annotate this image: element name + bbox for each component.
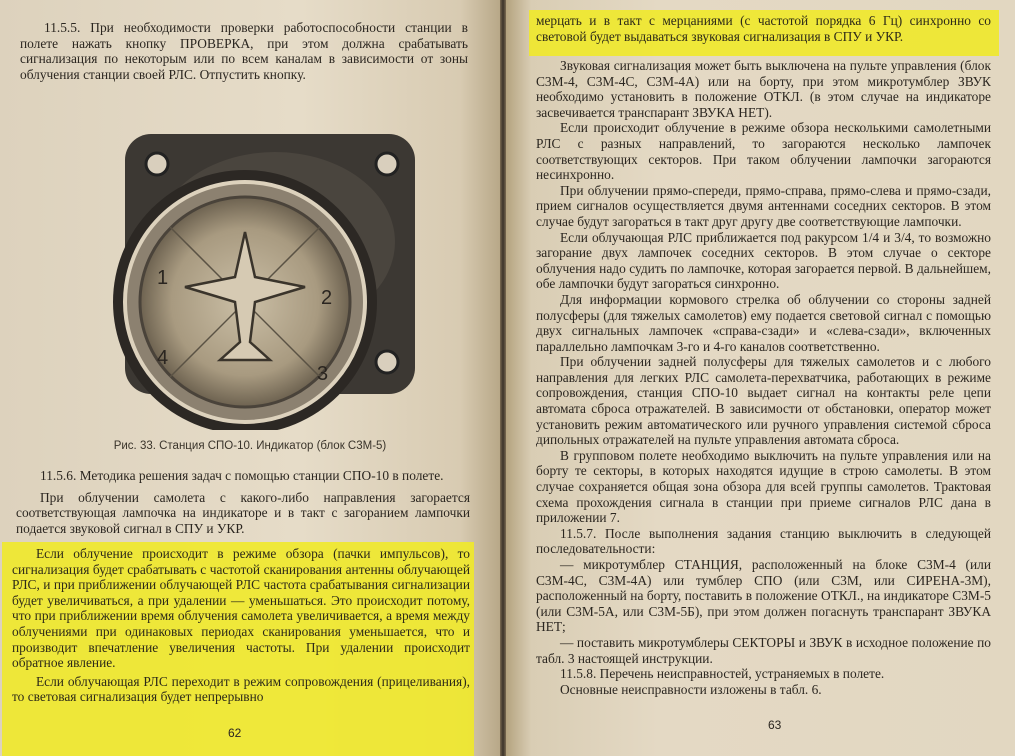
sector-label-2: 2 (321, 287, 333, 309)
paragraph-search-mode: Если облучение происходит в режиме обзора (пачки импульсов), то сигнализация будет срабатывать с частотой сканирования антенны облучающей РЛС, и при приближении облучающей РЛС частота срабатывания сигнализации будет увеличиваться, а при удалении — уменьшаться. Это происходит потому, что при приближении время облучения самолета увеличивается, а время между облучениями при одинаковых периодах сканирования уменьшается, что и производит впечатление увеличения частоты. При удалении происходит обратное явление. (12, 546, 470, 671)
left-top-paragraph (20, 20, 468, 82)
left-page (0, 0, 500, 756)
right-text-block (536, 58, 991, 697)
page-number-left: 62 (228, 726, 242, 740)
paragraph-tracking-mode: Если облучающая РЛС переходит в режим сопровождения (прицеливания), то световая сигнализация будет непрерывно (12, 673, 470, 705)
mounting-screw-br (376, 351, 398, 373)
paragraph-rear-hemisphere: При облучении задней полусферы для тяжелых самолетов и с любого направления для легких РЛС самолета-перехватчика, работающих в режиме сопровождения, станция СПО-10 выдает сигнал на контакты реле цепи автомата сброса отражателей. В зависимости от обстановки, оператор может установить режим автоматического или ручного управления системой сброса дипольных отражателей на пульте управления автомата сброса. (536, 354, 991, 448)
page-number-right: 63 (768, 718, 782, 732)
paragraph-several-radars: Если происходит облучение в режиме обзора несколькими самолетными РЛС с разных направлений, то загораются несколько лампочек соответствующих секторов. При таком облучении лампочки загораются несинхронно. (536, 120, 991, 183)
paragraph-11-5-5: 11.5.5. При необходимости проверки работоспособности станции в полете нажать кнопку ПРОВЕРКА, при этом должна срабатывать сигнализация по некоторым или по всем каналам в зависимости от зоны облучения станции своей РЛС. Отпустить кнопку. (20, 20, 468, 82)
left-highlight-text (12, 546, 470, 705)
paragraph-continued: мерцать и в такт с мерцаниями (с частотой порядка 6 Гц) синхронно со световой будет выдаваться звуковая сигнализация в СПУ и УКР. (536, 13, 991, 44)
figure-caption: Рис. 33. Станция СПО-10. Индикатор (блок С3М-5) (113, 440, 387, 452)
right-highlight-text (536, 13, 991, 44)
paragraph-step-2: — поставить микротумблеры СЕКТОРЫ и ЗВУК в исходное положение по табл. 3 настоящей инструкции. (536, 634, 991, 666)
paragraph-step-1: — микротумблер СТАНЦИЯ, расположенный на блоке С3М-4 (или С3М-4С, С3М-4А) или тумблер СПО (или С3М, или СИРЕНА-3М), расположенный на борту, поставить в положение ОТКЛ., на индикаторе С3М-5 (или С3М-5А, или С3М-5Б), при этом должен погаснуть транспарант ЗВУКА НЕТ; (536, 557, 991, 635)
sector-label-3: 3 (317, 363, 329, 385)
paragraph-irradiation: При облучении самолета с какого-либо направления загорается соответствующая лампочка на индикаторе и в такт с загоранием лампочки подается звуковой сигнал в СПУ и УКР. (16, 489, 470, 536)
paragraph-angle: Если облучающая РЛС приближается под ракурсом 1/4 и 3/4, то возможно загорание двух лампочек соседних секторов. В этом случае о секторе облучения надо судить по лампочке, которая загорается первой. В дальнейшем, обе лампочки будут загораться синхронно. (536, 229, 991, 292)
paragraph-gunner: Для информации кормового стрелка об облучении со стороны задней полусферы (для тяжелых самолетов) ему подается световой сигнал с помощью двух сигнальных лампочек «справа-сзади» и «слева-сзади», включенных параллельно лампочкам 3-го и 4-го каналов соответственно. (536, 291, 991, 354)
paragraph-11-5-8: 11.5.8. Перечень неисправностей, устраняемых в полете. (560, 666, 885, 682)
left-text-block (16, 468, 470, 536)
mounting-screw-tr (376, 153, 398, 175)
paragraph-table-6: Основные неисправности изложены в табл. 6. (560, 681, 822, 697)
paragraph-11-5-7: 11.5.7. После выполнения задания станцию выключить в следующей последовательности: (536, 525, 991, 557)
paragraph-direct-irradiation: При облучении прямо-спереди, прямо-справа, прямо-слева и прямо-сзади, прием сигналов осуществляется двумя антеннами соседних секторов. В этом случае будут загораться в такт друг другу две соответствующие лампочки. (536, 182, 991, 229)
sector-label-1: 1 (157, 267, 169, 289)
paragraph-11-5-6: 11.5.6. Методика решения задач с помощью станции СПО-10 в полете. (40, 468, 444, 483)
paragraph-group-flight: В групповом полете необходимо выключить на пульте управления или на борту те секторы, в которых находятся идущие в строю самолеты. В этом случае сохраняется общая зона обзора для всей группы самолетов. Трактовая схема прохождения сигнала в станции при приеме сигналов РЛС дана в приложении 7. (536, 447, 991, 526)
paragraph-sound: Звуковая сигнализация может быть выключена на пульте управления (блок С3М-4, С3М-4С, С3М-4А) или на борту, при этом микротумблер ЗВУК необходимо установить в положение ОТКЛ. (в этом случае на индикаторе засвечивается транспарант ЗВУКА НЕТ). (536, 58, 991, 120)
mounting-screw-tl (146, 153, 168, 175)
sector-label-4: 4 (157, 347, 169, 369)
right-page (506, 0, 1015, 756)
spo10-indicator-figure (95, 112, 435, 430)
